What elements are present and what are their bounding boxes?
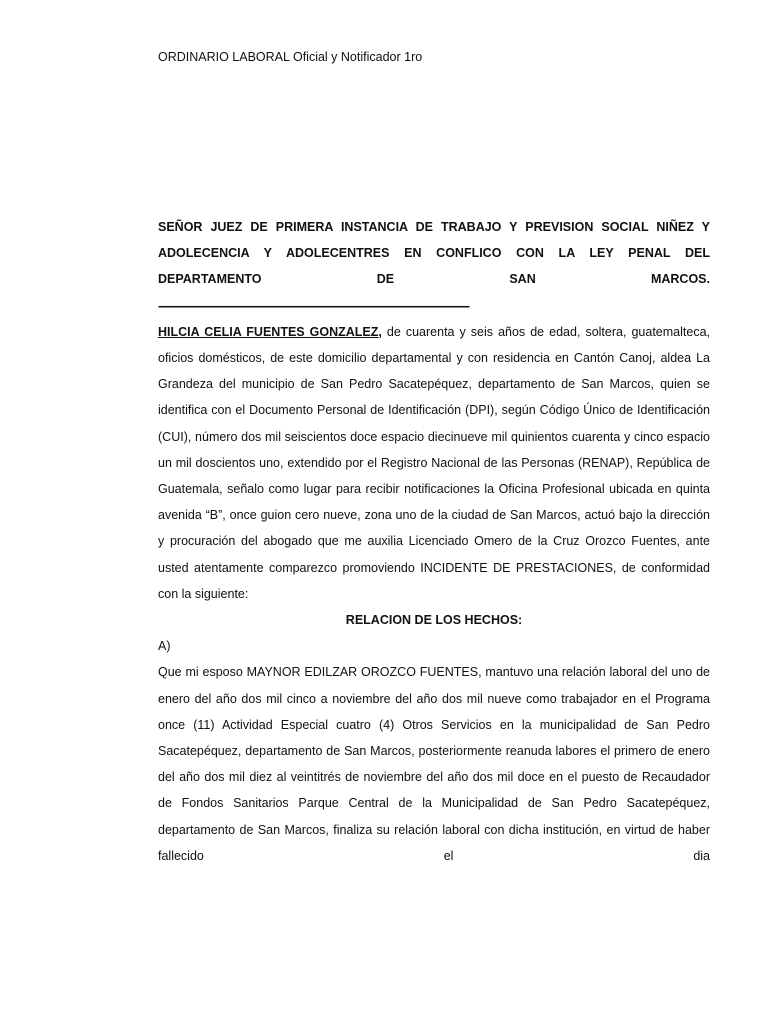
addressee-paragraph <box>158 214 710 319</box>
addressee-text: SEÑOR JUEZ DE PRIMERA INSTANCIA DE TRABAJO Y PREVISION SOCIAL NIÑEZ Y ADOLECENCIA Y ADOLECENTRES EN CONFLICO CON LA LEY PENAL DEL DEPARTAMENTO DE SAN MARCOS. <box>158 220 710 287</box>
intro-text: de cuarenta y seis años de edad, soltera, guatemalteca, oficios domésticos, de este domicilio departamental y con residencia en Cantón Canoj, aldea La Grandeza del municipio de San Pedro Sacatepéquez, departamento de San Marcos, quien se identifica con el Documento Personal de Identificación (DPI), según Código Único de Identificación (CUI), número dos mil seiscientos doce espacio diecinueve mil quinientos cuarenta y cinco espacio un mil doscientos uno, extendido por el Registro Nacional de las Personas (RENAP), República de Guatemala, señalo como lugar para recibir notificaciones la Oficina Profesional ubicada en quinta avenida “B”, once guion cero nueve, zona uno de la ciudad de San Marcos, actuó bajo la dirección y procuración del abogado que me auxilia Licenciado Omero de la Cruz Orozco Fuentes, ante usted atentamente comparezco promoviendo INCIDENTE DE PRESTACIONES, de conformidad con la siguiente: <box>158 324 710 601</box>
section-heading: RELACION DE LOS HECHOS: <box>345 613 523 628</box>
document-body <box>158 214 710 869</box>
applicant-name: HILCIA CELIA FUENTES GONZALEZ, <box>158 324 382 339</box>
document-header: ORDINARIO LABORAL Oficial y Notificador 1ro <box>158 50 423 64</box>
item-marker: A) <box>158 639 171 654</box>
addressee-dashes: ------------------------------------------------------------------------------------------------------------------------------ <box>158 298 469 313</box>
intro-paragraph <box>158 319 710 607</box>
facts-paragraph: Que mi esposo MAYNOR EDILZAR OROZCO FUENTES, mantuvo una relación laboral del uno de enero del año dos mil cinco a noviembre del año dos mil nueve como trabajador en el Programa once (11) Actividad Especial cuatro (4) Otros Servicios en la municipalidad de San Pedro Sacatepéquez, departamento de San Marcos, posteriormente reanuda labores el primero de enero del año dos mil diez al veintitrés de noviembre del año dos mil doce en el puesto de Recaudador de Fondos Sanitarios Parque Central de la Municipalidad de San Pedro Sacatepéquez, departamento de San Marcos, finaliza su relación laboral con dicha institución, en virtud de haber fallecido el dia <box>158 665 710 863</box>
